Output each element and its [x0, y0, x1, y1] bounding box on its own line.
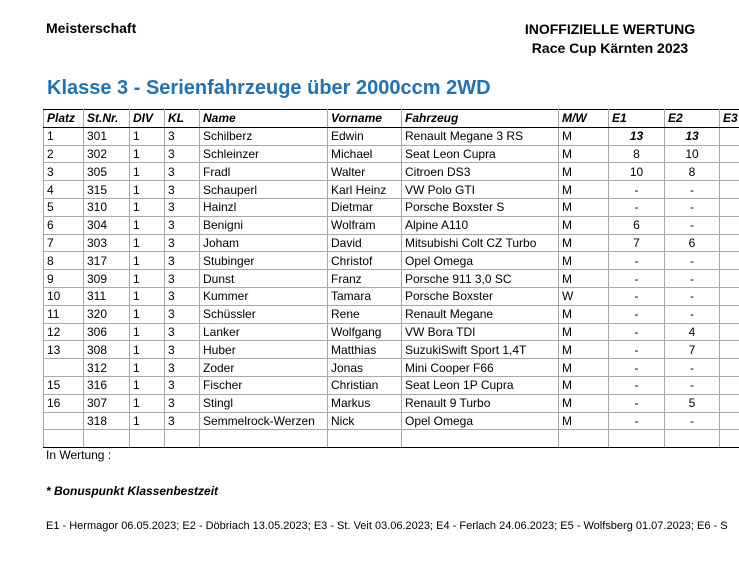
- cell-e1: 7: [609, 234, 665, 252]
- cell-mw: M: [559, 305, 609, 323]
- cell-kl: 3: [165, 376, 200, 394]
- cell-vorname: Matthias: [328, 341, 402, 359]
- cell-mw: M: [559, 394, 609, 412]
- cell-e2: 5: [665, 394, 720, 412]
- cell-platz: 15: [44, 376, 84, 394]
- cell-e3: [720, 394, 739, 412]
- cell-e3: [720, 305, 739, 323]
- column-header-startnr: St.Nr.: [84, 110, 130, 128]
- table-row: [44, 305, 739, 323]
- results-table: [43, 109, 739, 448]
- cell-vorname: Wolfram: [328, 216, 402, 234]
- cell-name: Hainzl: [200, 198, 328, 216]
- cell-startnr: 301: [84, 127, 130, 145]
- cell-e2: -: [665, 376, 720, 394]
- cell-e3: [720, 127, 739, 145]
- cell-name: Stingl: [200, 394, 328, 412]
- cell-e3: [720, 145, 739, 163]
- cell-mw: M: [559, 181, 609, 199]
- cell-e3: [720, 341, 739, 359]
- table-row: [44, 163, 739, 181]
- table-row: [44, 394, 739, 412]
- cell-e2: -: [665, 359, 720, 377]
- cell-e3: [720, 198, 739, 216]
- cell-startnr: 320: [84, 305, 130, 323]
- cell-e1: 8: [609, 145, 665, 163]
- cell-name: Kummer: [200, 287, 328, 305]
- cell-platz: 7: [44, 234, 84, 252]
- cell-mw: W: [559, 287, 609, 305]
- cell-vorname: Michael: [328, 145, 402, 163]
- cell-mw: M: [559, 270, 609, 288]
- cell-e1: -: [609, 270, 665, 288]
- cell-name: Dunst: [200, 270, 328, 288]
- column-header-mw: M/W: [559, 110, 609, 128]
- cell-div: 1: [130, 394, 165, 412]
- cell-platz: [44, 359, 84, 377]
- cell-mw: M: [559, 359, 609, 377]
- cell-platz: 10: [44, 287, 84, 305]
- cell-kl: 3: [165, 270, 200, 288]
- cell-fahrzeug: Renault Megane: [402, 305, 559, 323]
- cell-name: Semmelrock-Werzen: [200, 412, 328, 430]
- cell-e3: [720, 163, 739, 181]
- cell-fahrzeug: Citroen DS3: [402, 163, 559, 181]
- table-row: [44, 287, 739, 305]
- cell-name: Fischer: [200, 376, 328, 394]
- cell-mw: M: [559, 412, 609, 430]
- bonus-note: * Bonuspunkt Klassenbestzeit: [46, 484, 219, 498]
- cell-fahrzeug: Mini Cooper F66: [402, 359, 559, 377]
- cell-div: 1: [130, 234, 165, 252]
- cell-platz: 5: [44, 198, 84, 216]
- cell-div: 1: [130, 127, 165, 145]
- cell-kl: 3: [165, 341, 200, 359]
- cell-e3: [720, 376, 739, 394]
- cell-kl: 3: [165, 359, 200, 377]
- cell-platz: [44, 412, 84, 430]
- cell-mw: M: [559, 145, 609, 163]
- cell-e2: -: [665, 181, 720, 199]
- race-cup-title: Race Cup Kärnten 2023: [531, 40, 689, 56]
- cell-kl: 3: [165, 323, 200, 341]
- cell-e2: 10: [665, 145, 720, 163]
- cell-e2: -: [665, 412, 720, 430]
- cell-platz: 3: [44, 163, 84, 181]
- column-header-fahrzeug: Fahrzeug: [402, 110, 559, 128]
- cell-e1: -: [609, 323, 665, 341]
- cell-e3: [720, 412, 739, 430]
- cell-div: [130, 430, 165, 448]
- cell-fahrzeug: Seat Leon Cupra: [402, 145, 559, 163]
- cell-e2: 4: [665, 323, 720, 341]
- cell-startnr: 310: [84, 198, 130, 216]
- table-row: [44, 412, 739, 430]
- cell-platz: 4: [44, 181, 84, 199]
- table-row: [44, 359, 739, 377]
- cell-e1: [609, 430, 665, 448]
- cell-mw: M: [559, 216, 609, 234]
- cell-e2: [665, 430, 720, 448]
- cell-fahrzeug: Seat Leon 1P Cupra: [402, 376, 559, 394]
- cell-vorname: Edwin: [328, 127, 402, 145]
- cell-e2: -: [665, 270, 720, 288]
- cell-startnr: 304: [84, 216, 130, 234]
- cell-e1: -: [609, 341, 665, 359]
- cell-vorname: Markus: [328, 394, 402, 412]
- cell-kl: 3: [165, 127, 200, 145]
- cell-kl: 3: [165, 394, 200, 412]
- cell-div: 1: [130, 376, 165, 394]
- cell-vorname: Christof: [328, 252, 402, 270]
- cell-kl: 3: [165, 145, 200, 163]
- cell-kl: 3: [165, 412, 200, 430]
- cell-div: 1: [130, 216, 165, 234]
- cell-e1: 6: [609, 216, 665, 234]
- cell-name: Stubinger: [200, 252, 328, 270]
- cell-e3: [720, 270, 739, 288]
- cell-div: 1: [130, 270, 165, 288]
- cell-fahrzeug: Mitsubishi Colt CZ Turbo: [402, 234, 559, 252]
- cell-e2: 7: [665, 341, 720, 359]
- cell-startnr: 312: [84, 359, 130, 377]
- cell-platz: 8: [44, 252, 84, 270]
- column-header-e3: E3: [720, 110, 739, 128]
- cell-fahrzeug: VW Polo GTI: [402, 181, 559, 199]
- cell-mw: [559, 430, 609, 448]
- cell-platz: 11: [44, 305, 84, 323]
- cell-kl: 3: [165, 305, 200, 323]
- cell-vorname: Jonas: [328, 359, 402, 377]
- cell-platz: 6: [44, 216, 84, 234]
- table-row: [44, 430, 739, 448]
- column-header-platz: Platz: [44, 110, 84, 128]
- cell-fahrzeug: Alpine A110: [402, 216, 559, 234]
- cell-fahrzeug: Opel Omega: [402, 252, 559, 270]
- cell-e1: -: [609, 287, 665, 305]
- cell-vorname: Karl Heinz: [328, 181, 402, 199]
- cell-mw: M: [559, 127, 609, 145]
- cell-fahrzeug: Porsche Boxster S: [402, 198, 559, 216]
- cell-kl: 3: [165, 287, 200, 305]
- table-row: [44, 323, 739, 341]
- cell-startnr: 306: [84, 323, 130, 341]
- cell-vorname: Tamara: [328, 287, 402, 305]
- cell-mw: M: [559, 341, 609, 359]
- cell-name: Schüssler: [200, 305, 328, 323]
- cell-div: 1: [130, 181, 165, 199]
- cell-e1: 10: [609, 163, 665, 181]
- cell-div: 1: [130, 198, 165, 216]
- cell-vorname: Dietmar: [328, 198, 402, 216]
- cell-platz: 12: [44, 323, 84, 341]
- cell-name: Benigni: [200, 216, 328, 234]
- cell-div: 1: [130, 252, 165, 270]
- table-body: [44, 127, 739, 447]
- cell-fahrzeug: Porsche Boxster: [402, 287, 559, 305]
- column-header-vorname: Vorname: [328, 110, 402, 128]
- cell-vorname: Walter: [328, 163, 402, 181]
- cell-kl: 3: [165, 163, 200, 181]
- table-row: [44, 216, 739, 234]
- cell-e3: [720, 216, 739, 234]
- cell-kl: 3: [165, 252, 200, 270]
- cell-e1: 13: [609, 127, 665, 145]
- cell-e1: -: [609, 394, 665, 412]
- cell-mw: M: [559, 323, 609, 341]
- cell-e3: [720, 234, 739, 252]
- cell-name: Joham: [200, 234, 328, 252]
- cell-platz: 9: [44, 270, 84, 288]
- cell-mw: M: [559, 163, 609, 181]
- cell-e2: 8: [665, 163, 720, 181]
- cell-vorname: Rene: [328, 305, 402, 323]
- cell-e3: [720, 430, 739, 448]
- cell-fahrzeug: VW Bora TDI: [402, 323, 559, 341]
- cell-div: 1: [130, 287, 165, 305]
- cell-e3: [720, 181, 739, 199]
- cell-vorname: David: [328, 234, 402, 252]
- cell-e3: [720, 323, 739, 341]
- cell-fahrzeug: Renault 9 Turbo: [402, 394, 559, 412]
- cell-e2: 13: [665, 127, 720, 145]
- cell-div: 1: [130, 412, 165, 430]
- cell-vorname: Franz: [328, 270, 402, 288]
- cell-e1: -: [609, 305, 665, 323]
- cell-e3: [720, 252, 739, 270]
- cell-startnr: 315: [84, 181, 130, 199]
- cell-startnr: 309: [84, 270, 130, 288]
- cell-platz: 16: [44, 394, 84, 412]
- column-header-name: Name: [200, 110, 328, 128]
- cell-e1: -: [609, 198, 665, 216]
- cell-mw: M: [559, 376, 609, 394]
- cell-e2: -: [665, 287, 720, 305]
- cell-startnr: 308: [84, 341, 130, 359]
- cell-name: Schilberz: [200, 127, 328, 145]
- cell-vorname: Christian: [328, 376, 402, 394]
- cell-startnr: 317: [84, 252, 130, 270]
- column-header-e1: E1: [609, 110, 665, 128]
- cell-e1: -: [609, 181, 665, 199]
- cell-platz: [44, 430, 84, 448]
- cell-div: 1: [130, 145, 165, 163]
- class-title: Klasse 3 - Serienfahrzeuge über 2000ccm 2WD: [47, 77, 491, 99]
- cell-vorname: Nick: [328, 412, 402, 430]
- cell-e1: -: [609, 412, 665, 430]
- cell-div: 1: [130, 163, 165, 181]
- cell-fahrzeug: Renault Megane 3 RS: [402, 127, 559, 145]
- cell-name: Huber: [200, 341, 328, 359]
- cell-startnr: [84, 430, 130, 448]
- cell-platz: 1: [44, 127, 84, 145]
- cell-div: 1: [130, 323, 165, 341]
- cell-kl: 3: [165, 198, 200, 216]
- cell-mw: M: [559, 198, 609, 216]
- cell-fahrzeug: Opel Omega: [402, 412, 559, 430]
- cell-e2: -: [665, 198, 720, 216]
- cell-vorname: Wolfgang: [328, 323, 402, 341]
- cell-platz: 13: [44, 341, 84, 359]
- cell-mw: M: [559, 252, 609, 270]
- cell-fahrzeug: [402, 430, 559, 448]
- table-row: [44, 234, 739, 252]
- table-row: [44, 252, 739, 270]
- cell-startnr: 316: [84, 376, 130, 394]
- in-wertung-label: In Wertung :: [46, 448, 112, 462]
- table-row: [44, 376, 739, 394]
- cell-name: Zoder: [200, 359, 328, 377]
- table-row: [44, 145, 739, 163]
- table-row: [44, 341, 739, 359]
- cell-e2: -: [665, 252, 720, 270]
- championship-label: Meisterschaft: [46, 20, 137, 36]
- cell-fahrzeug: SuzukiSwift Sport 1,4T: [402, 341, 559, 359]
- cell-e3: [720, 359, 739, 377]
- cell-e2: -: [665, 216, 720, 234]
- event-list: E1 - Hermagor 06.05.2023; E2 - Döbriach 13.05.2023; E3 - St. Veit 03.06.2023; E4 - Ferlach 24.06.2023; E5 - Wolfsberg 01.07.2023; E6 - S: [46, 520, 728, 532]
- header-right: [500, 20, 720, 58]
- cell-startnr: 318: [84, 412, 130, 430]
- cell-startnr: 311: [84, 287, 130, 305]
- cell-kl: 3: [165, 181, 200, 199]
- table-row: [44, 181, 739, 199]
- cell-e2: 6: [665, 234, 720, 252]
- cell-div: 1: [130, 305, 165, 323]
- cell-e1: -: [609, 252, 665, 270]
- cell-div: 1: [130, 359, 165, 377]
- cell-name: [200, 430, 328, 448]
- column-header-div: DIV: [130, 110, 165, 128]
- table-row: [44, 198, 739, 216]
- table-row: [44, 270, 739, 288]
- table-row: [44, 127, 739, 145]
- cell-div: 1: [130, 341, 165, 359]
- cell-name: Schleinzer: [200, 145, 328, 163]
- cell-kl: 3: [165, 234, 200, 252]
- cell-startnr: 303: [84, 234, 130, 252]
- cell-fahrzeug: Porsche 911 3,0 SC: [402, 270, 559, 288]
- cell-e1: -: [609, 376, 665, 394]
- cell-startnr: 307: [84, 394, 130, 412]
- table-header-row: [44, 110, 739, 128]
- cell-kl: 3: [165, 216, 200, 234]
- cell-platz: 2: [44, 145, 84, 163]
- cell-e2: -: [665, 305, 720, 323]
- column-header-e2: E2: [665, 110, 720, 128]
- cell-kl: [165, 430, 200, 448]
- cell-e1: -: [609, 359, 665, 377]
- unofficial-ranking-label: INOFFIZIELLE WERTUNG: [524, 21, 696, 37]
- cell-vorname: [328, 430, 402, 448]
- cell-name: Schauperl: [200, 181, 328, 199]
- cell-mw: M: [559, 234, 609, 252]
- cell-startnr: 305: [84, 163, 130, 181]
- cell-e3: [720, 287, 739, 305]
- cell-name: Lanker: [200, 323, 328, 341]
- cell-name: Fradl: [200, 163, 328, 181]
- cell-startnr: 302: [84, 145, 130, 163]
- column-header-kl: KL: [165, 110, 200, 128]
